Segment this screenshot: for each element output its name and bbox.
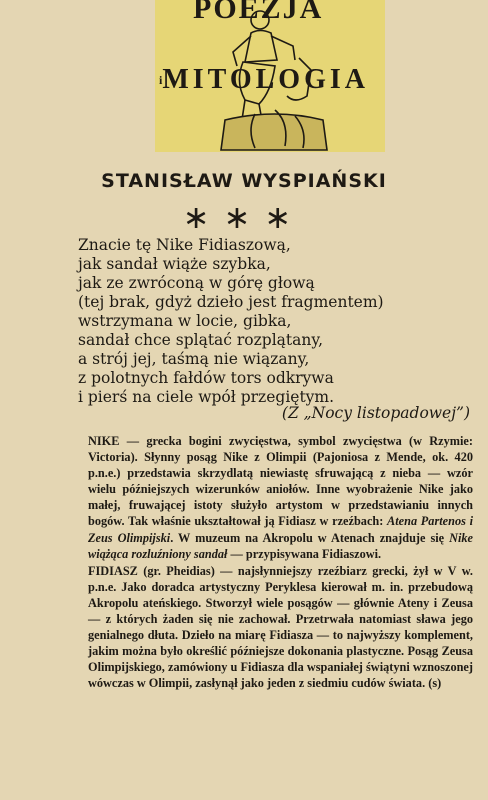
poem-line: jak sandał wiąże szybka, xyxy=(78,255,271,273)
commentary xyxy=(88,433,473,692)
nike-text: NIKE — grecka bogini zwycięstwa, symbol zwycięstwa (w Rzymie: Victoria). Słynny posąg Nike z Olimpii (Pajoniosa z Mende, ok. 420 p.n.e.) przedstawia skrzydlatą niewiastę sfruwającą z nieba — wzór wielu późniejszych wizerunków aniołów. Inne wyobrażenie Nike jako małej, fruwającej istoty służyło artystom w przedstawianiu innych bogów. Tak właśnie ukształtował ją Fidiasz w rzeźbach: xyxy=(88,434,473,529)
poem-line: Znacie tę Nike Fidiaszową, xyxy=(78,236,291,254)
poem-line: (tej brak, gdyż dzieło jest fragmentem) xyxy=(78,293,384,311)
header-banner xyxy=(155,0,385,152)
poem-source: (Z „Nocy listopadowej”) xyxy=(281,404,470,422)
poem-line: z polotnych fałdów tors odkrywa xyxy=(78,369,334,387)
asterism-divider: ∗∗∗ xyxy=(182,198,306,236)
title-ampersand: i xyxy=(159,73,163,87)
author-name: STANISŁAW WYSPIAŃSKI xyxy=(101,170,387,192)
paragraph-fidiasz: FIDIASZ (gr. Pheidias) — najsłynniejszy rzeźbiarz grecki, żył w V w. p.n.e. Jako doradca artystyczny Peryklesa kierował m. in. przebudową Akropolu ateńskiego. Stworzył wiele posągów — głównie Ateny i Zeusa — z których żaden się nie zachował. Przetrwała natomiast sława jego genialnego dłuta. Dzieło na miarę Fidiasza — to najwyższy komplement, jakim można było określić późniejsze dokonania plastyczne. Posąg Zeusa Olimpijskiego, zamówiony u Fidiasza dla wspaniałej świątyni wznoszonej wówczas w Olimpii, zasłynął jako jeden z siedmiu cudów świata. (s) xyxy=(88,563,473,691)
nike-text: — przypisywana Fidiaszowi. xyxy=(227,546,382,561)
title-mitologia xyxy=(159,64,369,96)
poem-line: sandał chce splątać rozplątany, xyxy=(78,331,323,349)
title-poezja: POEZJA xyxy=(193,0,324,25)
paragraph-nike xyxy=(88,433,473,562)
poem xyxy=(78,236,478,407)
title-mitologia-text: MITOLOGIA xyxy=(162,64,369,95)
poem-line: jak ze zwróconą w górę głową xyxy=(78,274,315,292)
nike-italic-works: Atena Partenos i Zeus Olimpijski xyxy=(88,514,473,545)
nike-text: . W muzeum na Akropolu w Atenach znajduje się xyxy=(170,530,450,545)
nike-italic-title: Nike wiążąca rozluźniony sandał xyxy=(88,530,474,561)
poem-line: a strój jej, taśmą nie wiązany, xyxy=(78,350,310,368)
poem-line: wstrzymana w locie, gibka, xyxy=(78,312,292,330)
poem-line: i pierś na ciele wpół przegiętym. xyxy=(78,388,335,406)
